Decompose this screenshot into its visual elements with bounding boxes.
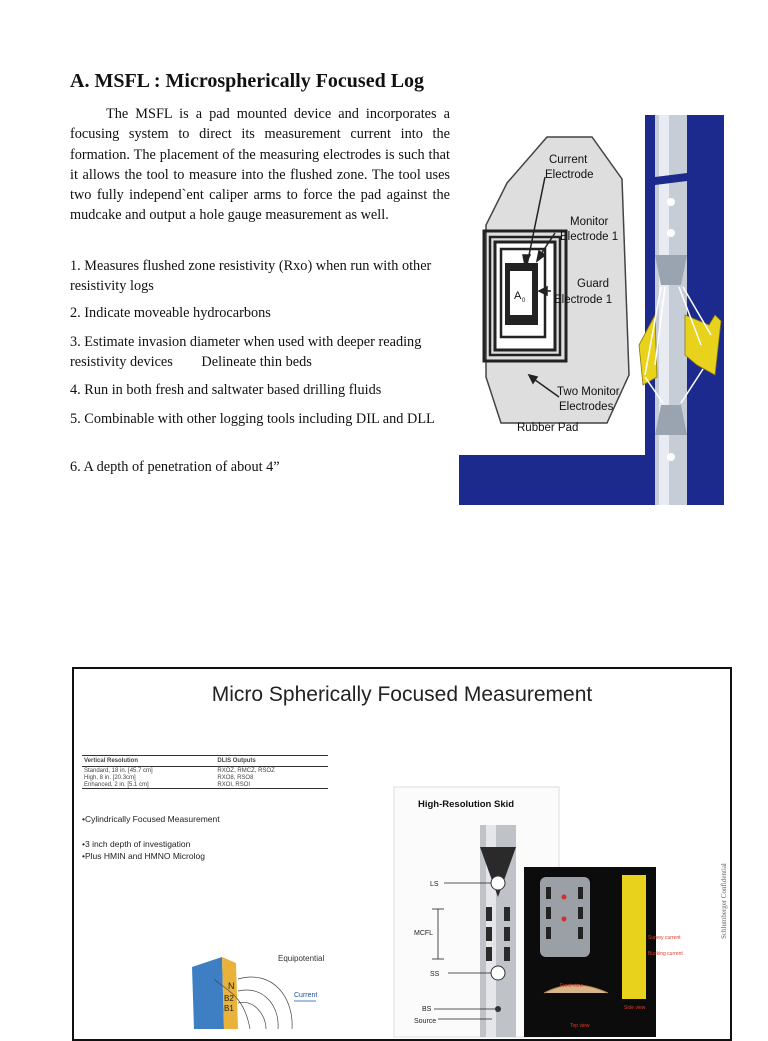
skid-label: BS: [422, 1006, 432, 1013]
label-electrode: Electrode: [545, 169, 594, 181]
list-item: 6. A depth of penetration of about 4”: [70, 459, 280, 475]
label-rubber-pad: Rubber Pad: [517, 422, 579, 434]
slide-bullet: •Plus HMIN and HMNO Microlog: [82, 851, 205, 861]
skid-title: High-Resolution Skid: [418, 799, 515, 810]
slide-bullet: •Cylindrically Focused Measurement: [82, 814, 220, 824]
inset-label: Survey current: [648, 935, 681, 941]
table-header: Vertical Resolution: [82, 756, 215, 767]
skid-label: LS: [430, 881, 439, 888]
table-cell: RXOI, RSOI: [215, 781, 328, 789]
table-row: [82, 781, 328, 789]
label-guard: Guard: [577, 278, 609, 290]
inset-label: Front view: [560, 983, 584, 989]
electrode-mark: B1: [224, 1004, 234, 1013]
a0-label: A: [514, 290, 522, 302]
table-row: [82, 767, 328, 775]
slide-bullet: •3 inch depth of investigation: [82, 839, 191, 849]
svg-text:Schlumberger Confidential: Schlumberger Confidential: [720, 863, 728, 939]
label-monitor-electrode: Electrode 1: [560, 231, 619, 243]
electrode-mark: B2: [224, 994, 234, 1003]
list-item: 3. Estimate invasion diameter when used with deeper reading resistivity devices Delineate thin beds: [70, 334, 425, 371]
equipotential-label: Equipotential: [278, 954, 325, 963]
list-item: 5. Combinable with other logging tools including DIL and DLL: [70, 411, 435, 427]
skid-label: SS: [430, 971, 440, 978]
table-cell: RXO8, RSO8: [217, 774, 254, 781]
table-cell: Enhanced, 2 in. [5.1 cm]: [82, 781, 215, 789]
label-guard-electrode: Electrode 1: [554, 294, 613, 306]
skid-label: MCFL: [414, 930, 434, 937]
inset-label: Bucking current: [648, 951, 683, 957]
presentation-slide: [72, 667, 732, 1041]
document-title: A. MSFL : Microspherically Focused Log: [70, 70, 425, 92]
label-electrodes: Electrodes: [559, 401, 614, 413]
high-resolution-skid-diagram: [394, 787, 683, 1037]
intro-paragraph: The MSFL is a pad mounted device and incorporates a focusing system to direct its measurement current into the formation. The placement of the measuring electrodes is such that it allows the tool to measure into the flushed zone. The tool uses two fully independ`ent caliper arms to force the pad against the mudcake and output a hole gauge measurement as well.: [70, 106, 450, 224]
confidential-watermark: [696, 851, 736, 941]
label-monitor: Monitor: [570, 216, 609, 228]
equipotential-diagram: [184, 939, 344, 1029]
table-cell: High, 8 in. [20.3cm]: [84, 774, 136, 781]
slide-title: Micro Spherically Focused Measurement: [211, 683, 593, 706]
list-item: 2. Indicate moveable hydrocarbons: [70, 305, 271, 321]
svg-text:0: 0: [522, 298, 526, 304]
label-current: Current: [549, 154, 588, 166]
table-row: [82, 774, 328, 781]
list-item: 4. Run in both fresh and saltwater based drilling fluids: [70, 382, 382, 398]
table-cell: Standard, 18 in. [45.7 cm]: [84, 767, 153, 774]
inset-label: Top view: [570, 1023, 590, 1029]
tool-body: [655, 115, 687, 505]
list-item: 1. Measures flushed zone resistivity (Rxo) when run with other resistivity logs: [70, 258, 432, 295]
table-header: DLIS Outputs: [215, 756, 328, 767]
electrode-mark: N: [228, 981, 235, 991]
table-cell: RXOZ, RMCZ, RSOZ: [217, 767, 275, 774]
msfl-pad-diagram: [459, 115, 724, 505]
inset-label: Side view: [624, 1005, 646, 1011]
skid-label: Source: [414, 1018, 437, 1025]
resolution-table: [82, 755, 328, 789]
current-label: Current: [294, 992, 318, 999]
label-two-monitor: Two Monitor: [557, 386, 620, 398]
